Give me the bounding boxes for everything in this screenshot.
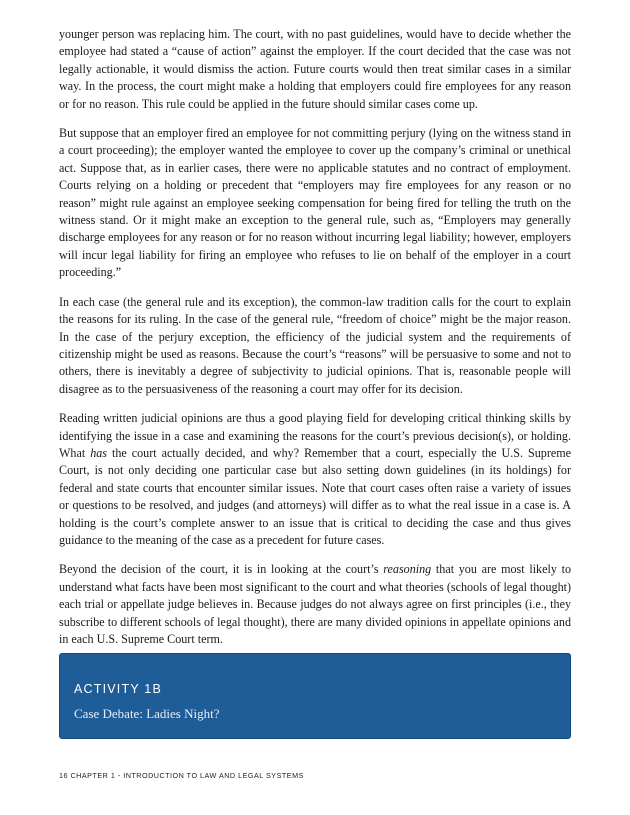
paragraph-5-emphasis: reasoning [383,562,432,577]
paragraph-5-text-start: Beyond the decision of the court, it is in looking at the court’s [59,562,384,577]
paragraph-4-text-start: Reading written judicial opinions are thus a good playing field for developing critical thinking skills by identifying the issue in a case and examining the reasons for the court’s previous decision(s), or holding. What [59,411,571,460]
paragraph-2-text: But suppose that an employer fired an employee for not committing perjury (lying on the witness stand in a court proceeding); the employer wanted the employee to cover up the company’s criminal or unethical act. Suppose that, as in earlier cases, there were no applicable statutes and no contract of employment. Courts relying on a holding or precedent that “employers may fire employees for any reason or no reason” might rule against an employee seeking compensation for being fired for telling the truth on the witness stand. Or it might make an exception to the general rule, such as, “Employers may generally discharge employees for any reason or for no reason without incurring legal liability; however, employers will incur legal liability for firing an employee who refuses to lie on behalf of the employer in a court proceeding.” [59,126,571,280]
activity-box [59,653,571,739]
paragraph-3 [59,294,571,398]
paragraph-4-emphasis: has [90,445,107,460]
paragraph-4-text-end: the court actually decided, and why? Remember that a court, especially the U.S. Supreme Court, is not only deciding one particular case but also setting down guidelines (in its holdings) for federal and state courts that encounter similar issues. Note that court cases often raise a variety of issues or questions to be resolved, and judges (and attorneys) will differ as to what the real issue in a case is. A holding is the court’s complete answer to an issue that is critical to deciding the case and thus gives guidance to the meaning of the case as a precedent for future cases. [59,445,571,547]
activity-title-link[interactable]: Case Debate: Ladies Night? [74,706,220,721]
paragraph-3-text: In each case (the general rule and its exception), the common-law tradition calls for the court to explain the reasons for its ruling. In the case of the general rule, “freedom of choice” might be the major reason. In the case of the perjury exception, the efficiency of the judicial system and the requirements of citizenship might be used as reasons. Because the court’s “reasons” will be persuasive to some and not to others, there is inevitably a degree of subjectivity to judicial opinions. That is, reasonable people will disagree as to the persuasiveness of the reasoning a court may offer for its decision. [59,294,571,396]
body-text [59,26,571,660]
activity-label: ACTIVITY 1B [74,682,162,696]
page-footer: 16 CHAPTER 1 - INTRODUCTION TO LAW AND LEGAL SYSTEMS [59,771,304,780]
paragraph-5 [59,561,571,648]
paragraph-5-text-end: that you are most likely to understand what facts have been most significant to the court and what theories (schools of legal thought) each trial or appellate judge believes in. Because judges do not always agree on first principles (i.e., they subscribe to different schools of legal thought), there are many divided opinions in appellate opinions and in each U.S. Supreme Court term. [59,562,571,646]
paragraph-1-text: younger person was replacing him. The court, with no past guidelines, would have to decide whether the employee had stated a “cause of action” against the employer. If the court decided that the case was not legally actionable, it would dismiss the action. Future courts would then treat similar cases in a similar way. In the process, the court might make a holding that employers could fire employees for any reason or for no reason. This rule could be applied in the future should similar cases come up. [59,27,571,111]
paragraph-2 [59,125,571,282]
paragraph-1 [59,26,571,113]
paragraph-4 [59,410,571,549]
